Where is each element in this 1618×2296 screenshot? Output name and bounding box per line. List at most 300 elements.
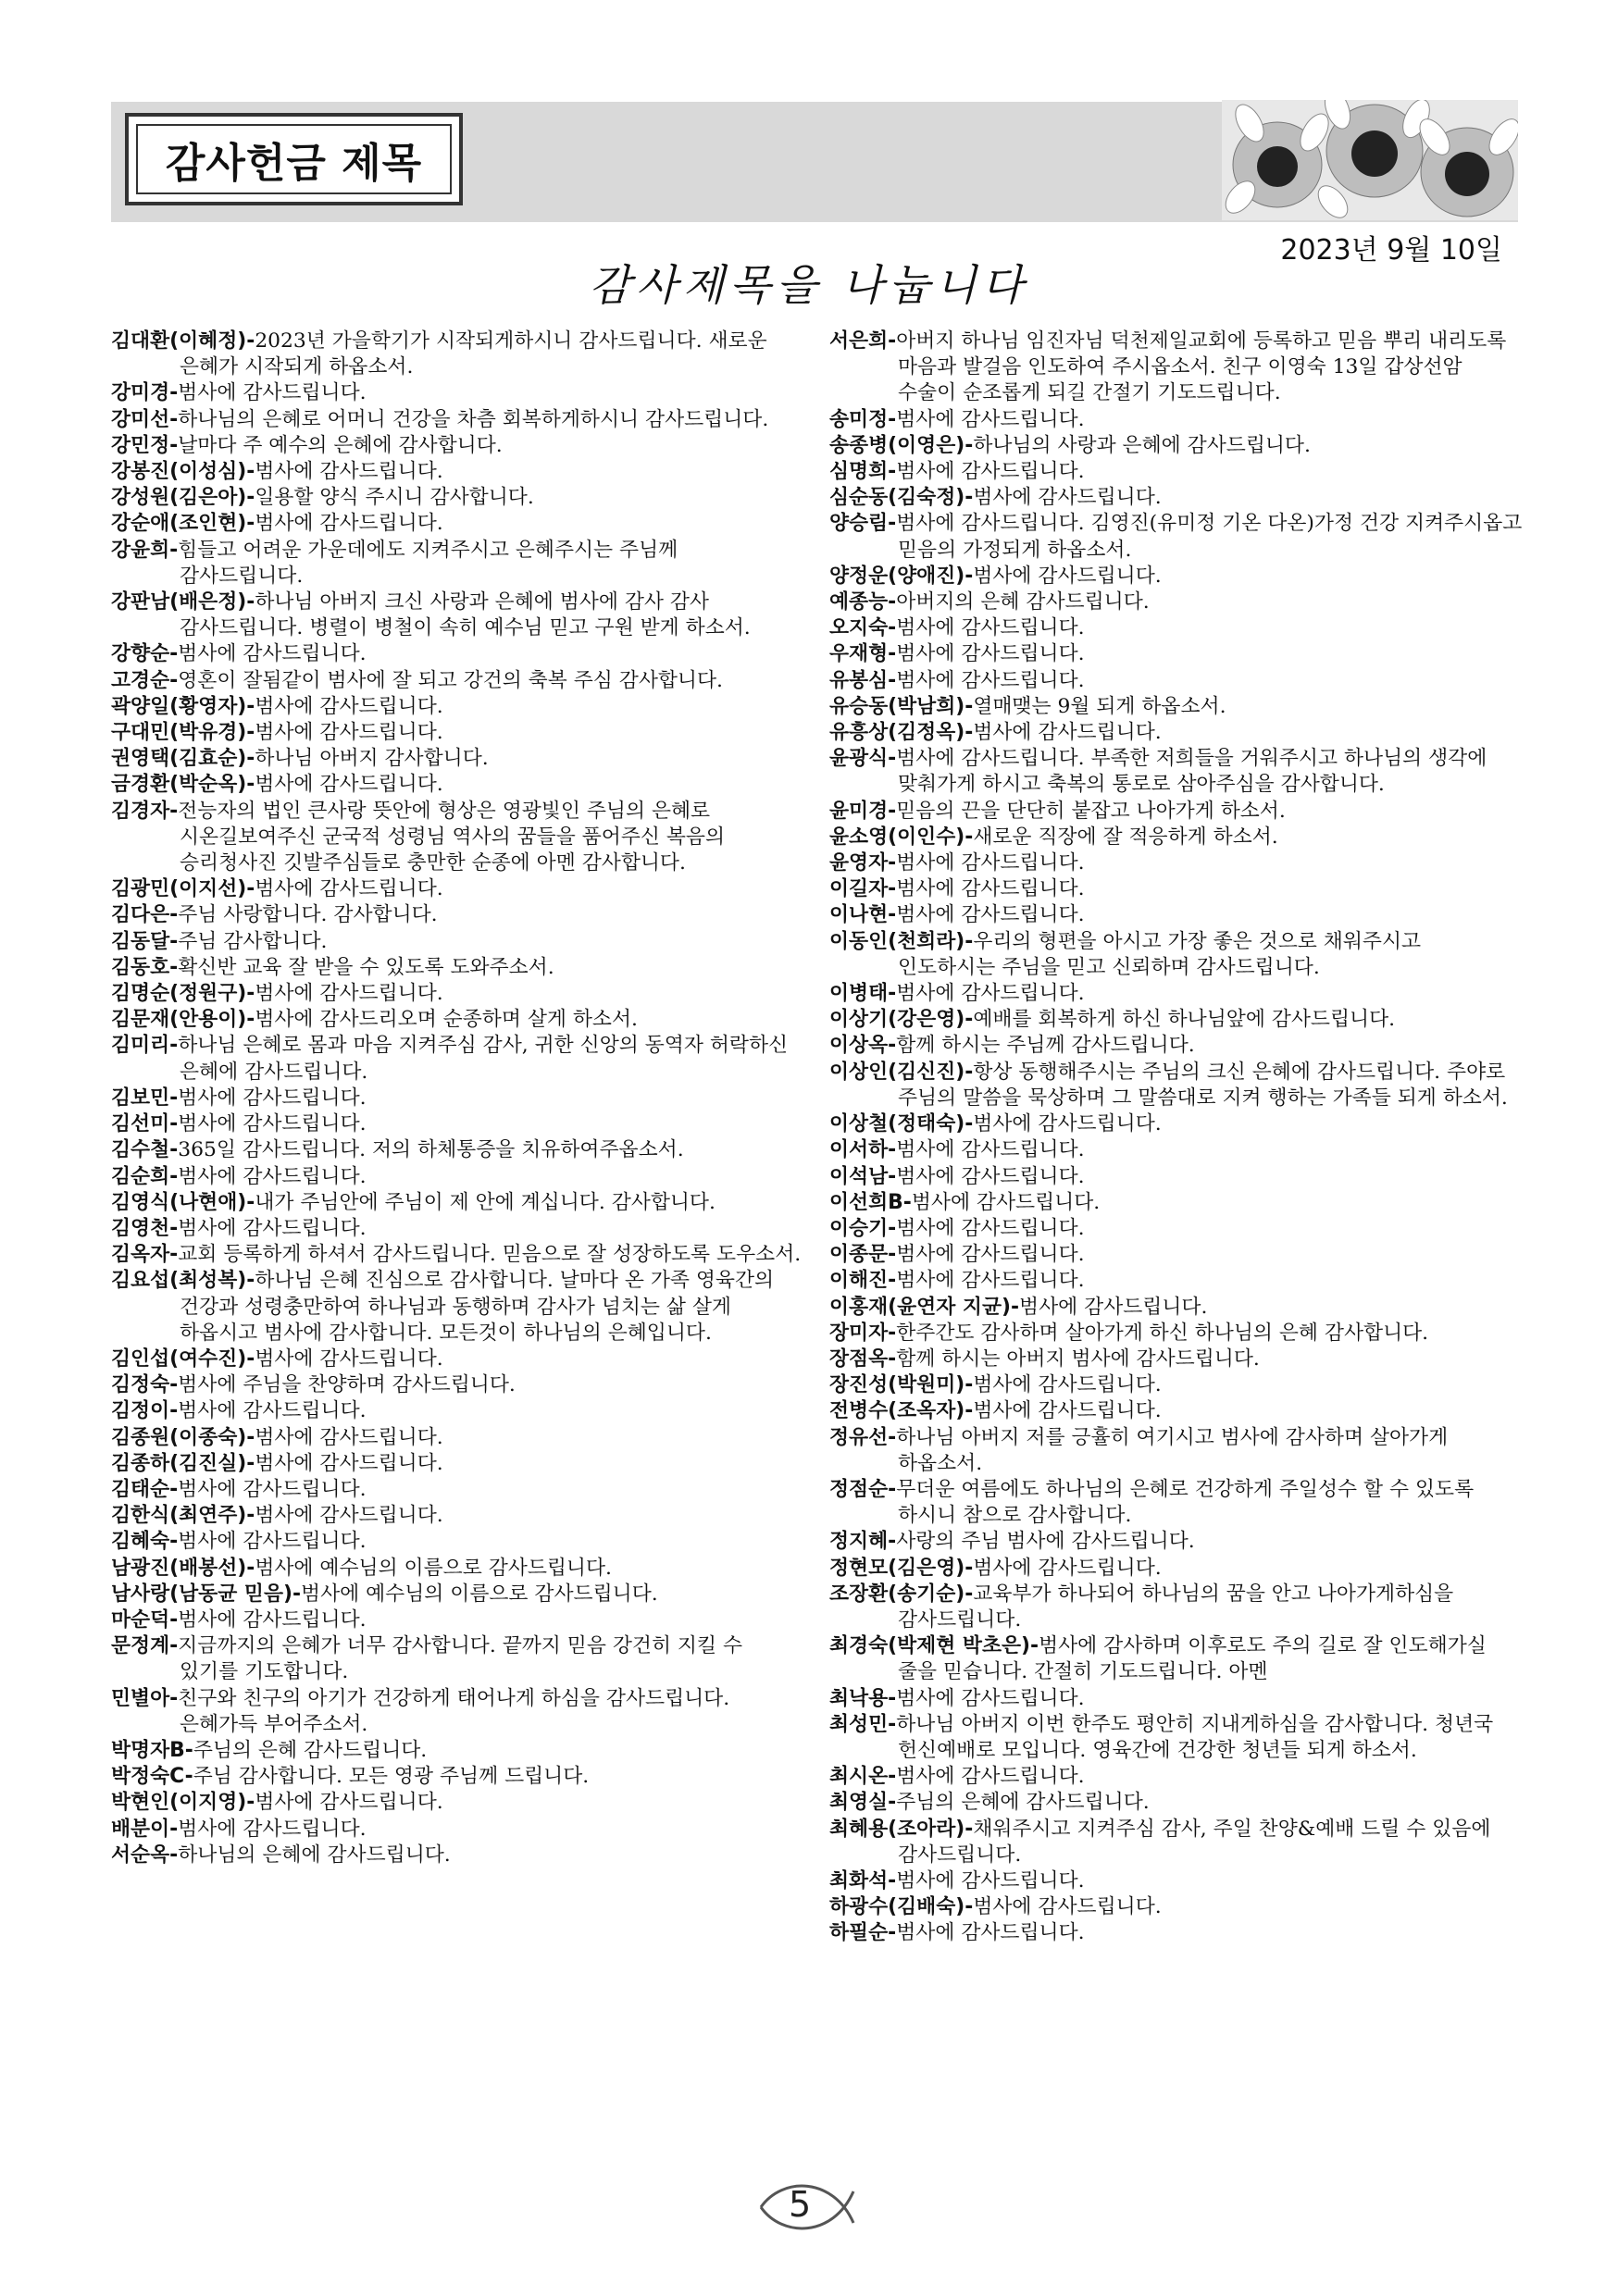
donor-name: 김대환(이혜정)-: [111, 329, 255, 353]
thanks-text: 하나님의 은혜에 감사드립니다.: [178, 1843, 451, 1867]
thanks-text: 범사에 감사드립니다.: [896, 642, 1085, 666]
thanks-entry: [111, 1007, 805, 1033]
donor-name: 고경순-: [111, 668, 179, 692]
donor-name: 금경환(박순옥)-: [111, 773, 255, 797]
thanks-text: 범사에 감사드립니다.: [178, 1817, 367, 1841]
thanks-entry: [829, 694, 1524, 720]
thanks-text: 한주간도 감사하며 살아가게 하신 하나님의 은혜 감사합니다.: [896, 1321, 1429, 1345]
thanks-text: 범사에 감사드립니다.: [255, 1791, 443, 1815]
thanks-text: 함께 하시는 아버지 범사에 감사드립니다.: [896, 1347, 1260, 1371]
thanks-text: 믿음의 끈을 단단히 붙잡고 나아가게 하소서.: [896, 799, 1286, 823]
donor-name: 김인섭(여수진)-: [111, 1347, 255, 1371]
donor-name: 이상인(김신진)-: [829, 1060, 974, 1084]
donor-name: 김순희-: [111, 1164, 179, 1188]
donor-name: 박명자B-: [111, 1738, 193, 1762]
thanks-text: 하나님의 사랑과 은혜에 감사드립니다.: [973, 433, 1311, 457]
donor-name: 최시온-: [829, 1765, 897, 1789]
donor-name: 양승림-: [829, 512, 897, 536]
donor-name: 장점옥-: [829, 1347, 897, 1371]
donor-name: 강향순-: [111, 642, 179, 666]
donor-name: 김경자-: [111, 799, 179, 823]
donor-name: 양정운(양애진)-: [829, 564, 974, 588]
thanks-entry: [829, 615, 1524, 641]
thanks-text: 범사에 감사드립니다.: [255, 1425, 443, 1449]
thanks-text: 범사에 감사드립니다.: [896, 1686, 1085, 1710]
thanks-entry: [829, 1817, 1524, 1868]
donor-name: 정현모(김은영)-: [829, 1556, 974, 1580]
thanks-text: 범사에 주님을 찬양하며 감사드립니다.: [178, 1373, 516, 1397]
thanks-entry: [111, 1582, 805, 1607]
donor-name: 하필순-: [829, 1921, 897, 1945]
thanks-text: 범사에 감사드립니다.: [973, 1399, 1162, 1423]
donor-name: 최화석-: [829, 1868, 897, 1893]
thanks-text: 우리의 형편을 아시고 가장 좋은 것으로 채워주시고 인도하시는 주님을 믿고 신뢰하며 감사드립니다.: [898, 929, 1422, 979]
donor-name: 김문재(안용이)-: [111, 1008, 255, 1032]
donor-name: 유봉심-: [829, 668, 897, 692]
thanks-text: 아버지의 은혜 감사드립니다.: [896, 590, 1150, 614]
thanks-entry: [829, 1894, 1524, 1920]
thanks-text: 범사에 감사드립니다.: [255, 1504, 443, 1528]
donor-name: 최낙용-: [829, 1686, 897, 1710]
donor-name: 김동달-: [111, 929, 179, 953]
thanks-text: 날마다 주 예수의 은혜에 감사합니다.: [178, 433, 503, 457]
thanks-text: 하나님 아버지 이번 한주도 평안히 지내게하심을 감사합니다. 청년국 헌신예배로 모입니다. 영육간에 건강한 청년들 되게 하소서.: [896, 1712, 1494, 1762]
right-column: [829, 329, 1524, 1947]
donor-name: 최혜용(조아라)-: [829, 1817, 974, 1841]
thanks-text: 범사에 감사드립니다. 김영진(유미정 기온 다온)가정 건강 지켜주시옵고 믿음의 가정되게 하옵소서.: [896, 512, 1523, 562]
thanks-entry: [111, 1164, 805, 1190]
donor-name: 마순덕-: [111, 1607, 179, 1632]
thanks-entry: [111, 1190, 805, 1216]
donor-name: 김명순(정원구)-: [111, 982, 255, 1006]
donor-name: 이종문-: [829, 1243, 897, 1267]
donor-name: 유승동(박남희)-: [829, 694, 974, 718]
thanks-entry: [111, 1764, 805, 1790]
thanks-text: 범사에 감사드립니다.: [973, 564, 1162, 588]
donor-name: 하광수(김배숙)-: [829, 1895, 974, 1919]
donor-name: 김종원(이종숙)-: [111, 1425, 255, 1449]
thanks-entry: [111, 407, 805, 433]
thanks-entry: [111, 1268, 805, 1347]
thanks-text: 새로운 직장에 잘 적응하게 하소서.: [973, 825, 1278, 849]
thanks-text: 범사에 감사드립니다.: [973, 1112, 1162, 1136]
donor-name: 김다은-: [111, 903, 179, 927]
donor-name: 강순애(조인현)-: [111, 512, 255, 536]
thanks-entry: [829, 1529, 1524, 1555]
section-heading: 감사제목을 나눕니다: [589, 260, 1029, 310]
thanks-text: 범사에 감사드립니다.: [896, 1921, 1085, 1945]
thanks-entry: [829, 1137, 1524, 1163]
donor-name: 김동호-: [111, 955, 179, 979]
thanks-text: 범사에 감사드립니다.: [178, 1216, 367, 1240]
thanks-entry: [829, 407, 1524, 433]
thanks-text: 교회 등록하게 하셔서 감사드립니다. 믿음으로 잘 성장하도록 도우소서.: [178, 1243, 802, 1267]
donor-name: 서순옥-: [111, 1843, 179, 1867]
donor-name: 이상철(정태숙)-: [829, 1112, 974, 1136]
thanks-entry: [111, 1633, 805, 1685]
thanks-text: 범사에 감사드립니다.: [896, 877, 1085, 901]
thanks-entry: [111, 1607, 805, 1633]
thanks-entry: [111, 694, 805, 720]
thanks-text: 힘들고 어려운 가운데에도 지켜주시고 은혜주시는 주님께 감사드립니다.: [178, 538, 678, 588]
thanks-entry: [829, 1007, 1524, 1033]
thanks-entry: [111, 668, 805, 694]
thanks-text: 범사에 감사드립니다.: [255, 694, 443, 718]
thanks-text: 범사에 감사드립니다.: [896, 1243, 1085, 1267]
thanks-text: 무더운 여름에도 하나님의 은혜로 건강하게 주일성수 할 수 있도록 하시니 참으로 감사합니다.: [896, 1477, 1475, 1528]
page-title: 감사헌금 제목: [136, 124, 452, 194]
donor-name: 이동인(천희라)-: [829, 929, 974, 953]
donor-name: 김미리-: [111, 1034, 179, 1058]
thanks-text: 범사에 감사드립니다.: [896, 1269, 1085, 1293]
thanks-text: 범사에 감사드립니다.: [973, 1895, 1162, 1919]
thanks-entry: [111, 1529, 805, 1555]
thanks-text: 사랑의 주님 범사에 감사드립니다.: [896, 1530, 1195, 1554]
thanks-entry: [829, 459, 1524, 485]
thanks-entry: [111, 720, 805, 746]
donor-name: 정지혜-: [829, 1530, 897, 1554]
thanks-text: 범사에 감사드립니다.: [178, 1164, 367, 1188]
thanks-entry: [111, 485, 805, 511]
donor-name: 최경숙(박제현 박초은)-: [829, 1634, 1039, 1658]
thanks-text: 범사에 예수님의 이름으로 감사드립니다.: [255, 1556, 612, 1580]
thanks-entry: [829, 1111, 1524, 1137]
thanks-entry: [829, 329, 1524, 407]
donor-name: 송미정-: [829, 407, 897, 431]
thanks-entry: [111, 1242, 805, 1268]
thanks-entry: [111, 1033, 805, 1085]
donor-name: 김한식(최연주)-: [111, 1504, 255, 1528]
thanks-entry: [829, 981, 1524, 1007]
thanks-entry: [111, 641, 805, 667]
thanks-entry: [111, 1477, 805, 1503]
thanks-entry: [111, 1137, 805, 1163]
donor-name: 송종병(이영은)-: [829, 433, 974, 457]
donor-name: 강윤희-: [111, 538, 179, 562]
thanks-entry: [111, 329, 805, 380]
thanks-entry: [829, 1790, 1524, 1816]
thanks-text: 범사에 감사드립니다.: [973, 1556, 1162, 1580]
donor-name: 김보민-: [111, 1086, 179, 1110]
donor-name: 장진성(박원미)-: [829, 1373, 974, 1397]
thanks-entry: [111, 1790, 805, 1816]
thanks-text: 영혼이 잘됨같이 범사에 잘 되고 강건의 축복 주심 감사합니다.: [178, 668, 723, 692]
thanks-entry: [111, 433, 805, 459]
left-column: [111, 329, 805, 1868]
thanks-entry: [111, 772, 805, 798]
donor-name: 문정계-: [111, 1634, 179, 1658]
donor-name: 강판남(배은정)-: [111, 590, 255, 614]
donor-name: 남사랑(남동균 믿음)-: [111, 1582, 302, 1606]
donor-name: 이병태-: [829, 982, 897, 1006]
thanks-entry: [829, 1216, 1524, 1242]
thanks-text: 주님의 은혜 감사드립니다.: [193, 1738, 428, 1762]
thanks-text: 범사에 예수님의 이름으로 감사드립니다.: [301, 1582, 658, 1606]
donor-name: 김정숙-: [111, 1373, 179, 1397]
thanks-text: 범사에 감사드립니다.: [255, 512, 443, 536]
donor-name: 예종능-: [829, 590, 897, 614]
donor-name: 장미자-: [829, 1321, 897, 1345]
thanks-entry: [829, 902, 1524, 928]
donor-name: 이홍재(윤연자 지균)-: [829, 1295, 1020, 1319]
thanks-text: 범사에 감사드립니다.: [255, 877, 443, 901]
thanks-entry: [111, 1843, 805, 1868]
thanks-text: 아버지 하나님 임진자님 덕천제일교회에 등록하고 믿음 뿌리 내리도록 마음과 발걸음 인도하여 주시옵소서. 친구 이영숙 13일 갑상선암 수술이 순조롭게 되길 간절기 기도드립니다.: [896, 329, 1507, 405]
thanks-entry: [829, 1321, 1524, 1347]
thanks-entry: [829, 850, 1524, 876]
thanks-text: 채워주시고 지켜주심 감사, 주일 찬양&예배 드릴 수 있음에 감사드립니다.: [898, 1817, 1491, 1867]
thanks-text: 범사에 감사드립니다.: [255, 721, 443, 745]
thanks-text: 범사에 감사드립니다.: [178, 642, 367, 666]
donor-name: 강미경-: [111, 381, 179, 405]
donor-name: 이승기-: [829, 1216, 897, 1240]
donor-name: 이해진-: [829, 1269, 897, 1293]
thanks-entry: [829, 1712, 1524, 1764]
thanks-text: 범사에 감사드립니다.: [896, 616, 1085, 640]
thanks-entry: [111, 1425, 805, 1451]
donor-name: 강성원(김은아)-: [111, 486, 255, 510]
thanks-entry: [111, 1372, 805, 1398]
thanks-text: 함께 하시는 주님께 감사드립니다.: [896, 1034, 1195, 1058]
thanks-entry: [829, 1425, 1524, 1477]
donor-name: 유흥상(김정옥)-: [829, 721, 974, 745]
thanks-text: 범사에 감사드립니다.: [255, 773, 443, 797]
thanks-entry: [111, 1086, 805, 1111]
donor-name: 곽양일(황영자)-: [111, 694, 255, 718]
thanks-text: 범사에 감사드리오며 순종하며 살게 하소서.: [255, 1008, 638, 1032]
thanks-entry: [829, 1868, 1524, 1894]
thanks-entry: [829, 641, 1524, 667]
thanks-text: 범사에 감사드립니다.: [896, 903, 1085, 927]
donor-name: 이상기(강은영)-: [829, 1008, 974, 1032]
donor-name: 김광민(이지선)-: [111, 877, 255, 901]
thanks-text: 주님 감사합니다. 모든 영광 주님께 드립니다.: [193, 1765, 590, 1789]
thanks-entry: [829, 1764, 1524, 1790]
thanks-entry: [829, 929, 1524, 981]
thanks-text: 하나님 아버지 감사합니다.: [255, 747, 489, 771]
thanks-text: 범사에 감사드립니다.: [1019, 1295, 1208, 1319]
thanks-text: 2023년 가을학기가 시작되게하시니 감사드립니다. 새로운 은혜가 시작되게 하옵소서.: [180, 329, 767, 379]
thanks-entry: [829, 1164, 1524, 1190]
donor-name: 구대민(박유경)-: [111, 721, 255, 745]
thanks-text: 하나님의 은혜로 어머니 건강을 차츰 회복하게하시니 감사드립니다.: [178, 407, 769, 431]
thanks-text: 범사에 감사드립니다.: [896, 460, 1085, 484]
thanks-text: 항상 동행해주시는 주님의 크신 은혜에 감사드립니다. 주야로 주님의 말씀을 묵상하며 그 말씀대로 지켜 행하는 가족들 되게 하소서.: [898, 1060, 1508, 1110]
thanks-entry: [829, 1633, 1524, 1685]
donor-name: 최성민-: [829, 1712, 897, 1736]
thanks-entry: [111, 902, 805, 928]
page-number-badge: [750, 2175, 870, 2240]
thanks-entry: [829, 1398, 1524, 1424]
thanks-text: 범사에 감사하며 이후로도 주의 길로 잘 인도해가실 줄을 믿습니다. 간절히 기도드립니다. 아멘: [898, 1634, 1487, 1684]
donor-name: 박현인(이지영)-: [111, 1791, 255, 1815]
page-number: 5: [789, 2184, 812, 2225]
donor-name: 강봉진(이성심)-: [111, 460, 255, 484]
thanks-text: 내가 주님안에 주님이 제 안에 계십니다. 감사합니다.: [255, 1190, 716, 1214]
donor-name: 이나현-: [829, 903, 897, 927]
thanks-text: 범사에 감사드립니다.: [178, 1112, 367, 1136]
thanks-text: 범사에 감사드립니다.: [973, 486, 1162, 510]
thanks-entry: [829, 746, 1524, 798]
thanks-text: 범사에 감사드립니다.: [896, 1216, 1085, 1240]
thanks-text: 범사에 감사드립니다.: [896, 1868, 1085, 1893]
donor-name: 김혜숙-: [111, 1530, 179, 1554]
thanks-entry: [111, 590, 805, 641]
thanks-text: 범사에 감사드립니다.: [896, 982, 1085, 1006]
thanks-entry: [111, 981, 805, 1007]
thanks-entry: [829, 799, 1524, 825]
donor-name: 김태순-: [111, 1477, 179, 1501]
donor-name: 권영택(김효순)-: [111, 747, 255, 771]
donor-name: 조장환(송기순)-: [829, 1582, 974, 1606]
thanks-text: 범사에 감사드립니다.: [911, 1190, 1101, 1214]
thanks-entry: [111, 1503, 805, 1529]
thanks-entry: [111, 1111, 805, 1137]
thanks-text: 범사에 감사드립니다.: [178, 1399, 367, 1423]
donor-name: 오지숙-: [829, 616, 897, 640]
thanks-entry: [829, 1347, 1524, 1372]
thanks-entry: [111, 746, 805, 772]
thanks-entry: [829, 1242, 1524, 1268]
thanks-text: 예배를 회복하게 하신 하나님앞에 감사드립니다.: [973, 1008, 1396, 1032]
thanks-entry: [111, 1451, 805, 1477]
thanks-entry: [829, 1033, 1524, 1059]
thanks-entry: [829, 433, 1524, 459]
donor-name: 서은희-: [829, 329, 897, 353]
thanks-entry: [111, 511, 805, 537]
thanks-text: 범사에 감사드립니다.: [896, 1138, 1085, 1162]
thanks-text: 범사에 감사드립니다.: [896, 1765, 1085, 1789]
thanks-text: 하나님 아버지 저를 긍휼히 여기시고 범사에 감사하며 살아가게 하옵소서.: [896, 1425, 1449, 1475]
thanks-text: 범사에 감사드립니다.: [896, 851, 1085, 875]
donor-name: 이상옥-: [829, 1034, 897, 1058]
thanks-entry: [829, 564, 1524, 590]
thanks-text: 범사에 감사드립니다.: [896, 1164, 1085, 1188]
thanks-entry: [111, 1216, 805, 1242]
thanks-text: 하나님 은혜 진심으로 감사합니다. 날마다 온 가족 영육간의 건강과 성령충만하여 하나님과 동행하며 감사가 넘치는 삶 살게 하옵시고 범사에 감사합니다. 모든것이 하나님의 은혜입니다.: [180, 1269, 775, 1345]
thanks-entry: [829, 1060, 1524, 1111]
thanks-entry: [111, 955, 805, 981]
donor-name: 김정이-: [111, 1399, 179, 1423]
donor-name: 박정숙C-: [111, 1765, 193, 1789]
thanks-text: 확신반 교육 잘 받을 수 있도록 도와주소서.: [178, 955, 554, 979]
thanks-entry: [111, 1556, 805, 1582]
thanks-entry: [111, 1347, 805, 1372]
donor-name: 전병수(조옥자)-: [829, 1399, 974, 1423]
thanks-text: 열매맺는 9월 되게 하옵소서.: [973, 694, 1226, 718]
donor-name: 윤광식-: [829, 747, 897, 771]
thanks-entry: [829, 1582, 1524, 1633]
thanks-entry: [111, 929, 805, 955]
donor-name: 김요섭(최성복)-: [111, 1269, 255, 1293]
thanks-text: 교육부가 하나되어 하나님의 꿈을 안고 나아가게하심을 감사드립니다.: [898, 1582, 1454, 1632]
thanks-text: 범사에 감사드립니다.: [896, 407, 1085, 431]
donor-name: 윤영자-: [829, 851, 897, 875]
thanks-entry: [829, 1686, 1524, 1712]
thanks-text: 범사에 감사드립니다.: [896, 668, 1085, 692]
thanks-entry: [829, 1295, 1524, 1321]
thanks-entry: [111, 538, 805, 590]
donor-name: 이석남-: [829, 1164, 897, 1188]
thanks-entry: [111, 459, 805, 485]
donor-name: 민별아-: [111, 1686, 179, 1710]
thanks-entry: [111, 1817, 805, 1843]
donor-name: 우재형-: [829, 642, 897, 666]
thanks-text: 범사에 감사드립니다.: [178, 1086, 367, 1110]
thanks-text: 하나님 은혜로 몸과 마음 지켜주심 감사, 귀한 신앙의 동역자 허락하신 은혜에 감사드립니다.: [178, 1034, 789, 1084]
thanks-entry: [829, 720, 1524, 746]
thanks-entry: [829, 1477, 1524, 1529]
thanks-entry: [829, 485, 1524, 511]
donor-name: 심순동(김숙정)-: [829, 486, 974, 510]
thanks-text: 365일 감사드립니다. 저의 하체통증을 치유하여주옵소서.: [178, 1138, 684, 1162]
thanks-text: 범사에 감사드립니다.: [973, 721, 1162, 745]
thanks-entry: [829, 511, 1524, 563]
thanks-entry: [829, 668, 1524, 694]
thanks-entry: [111, 876, 805, 902]
donor-name: 김옥자-: [111, 1243, 179, 1267]
donor-name: 심명희-: [829, 460, 897, 484]
date-label: 2023년 9월 10일: [1280, 234, 1502, 267]
donor-name: 정유선-: [829, 1425, 897, 1449]
thanks-entry: [829, 590, 1524, 615]
donor-name: 정점순-: [829, 1477, 897, 1501]
thanks-entry: [829, 1920, 1524, 1946]
donor-name: 김종하(김진실)-: [111, 1451, 255, 1475]
thanks-entry: [829, 1190, 1524, 1216]
thanks-text: 범사에 감사드립니다.: [178, 1607, 367, 1632]
thanks-text: 일용할 양식 주시니 감사합니다.: [255, 486, 534, 510]
donor-name: 강민정-: [111, 433, 179, 457]
thanks-text: 주님 감사합니다.: [178, 929, 328, 953]
donor-name: 배분이-: [111, 1817, 179, 1841]
thanks-text: 범사에 감사드립니다.: [255, 1451, 443, 1475]
thanks-text: 범사에 감사드립니다.: [178, 381, 367, 405]
donor-name: 김선미-: [111, 1112, 179, 1136]
donor-name: 이선희B-: [829, 1190, 912, 1214]
thanks-entry: [111, 380, 805, 406]
thanks-text: 범사에 감사드립니다.: [255, 982, 443, 1006]
donor-name: 김영식(나현애)-: [111, 1190, 255, 1214]
thanks-text: 범사에 감사드립니다.: [973, 1373, 1162, 1397]
thanks-entry: [111, 799, 805, 877]
donor-name: 강미선-: [111, 407, 179, 431]
thanks-entry: [829, 1372, 1524, 1398]
donor-name: 김수철-: [111, 1138, 179, 1162]
thanks-text: 주님의 은혜에 감사드립니다.: [896, 1791, 1150, 1815]
donor-name: 남광진(배봉선)-: [111, 1556, 255, 1580]
sunflower-bouquet-icon: [1222, 100, 1518, 220]
thanks-entry: [111, 1738, 805, 1764]
thanks-text: 범사에 감사드립니다.: [178, 1477, 367, 1501]
thanks-entry: [829, 1556, 1524, 1582]
thanks-entry: [829, 1268, 1524, 1294]
thanks-text: 전능자의 법인 큰사랑 뜻안에 형상은 영광빛인 주님의 은혜로 시온길보여주신 군국적 성령님 역사의 꿈들을 품어주신 복음의 승리청사진 깃발주심들로 충만한 순종에 아멘 감사합니다.: [178, 799, 726, 875]
thanks-text: 범사에 감사드립니다.: [255, 1347, 443, 1371]
thanks-entry: [111, 1398, 805, 1424]
thanks-text: 하나님 아버지 크신 사랑과 은혜에 범사에 감사 감사 감사드립니다. 병렬이 병철이 속히 예수님 믿고 구원 받게 하소서.: [180, 590, 751, 640]
thanks-entry: [111, 1686, 805, 1738]
thanks-text: 지금까지의 은혜가 너무 감사합니다. 끝까지 믿음 강건히 지킬 수 있기를 기도합니다.: [178, 1634, 743, 1684]
thanks-text: 범사에 감사드립니다. 부족한 저희들을 거워주시고 하나님의 생각에 맞춰가게 하시고 축복의 통로로 삼아주심을 감사합니다.: [896, 747, 1487, 797]
title-box: [125, 113, 463, 205]
donor-name: 최영실-: [829, 1791, 897, 1815]
donor-name: 김영천-: [111, 1216, 179, 1240]
thanks-entry: [829, 825, 1524, 850]
donor-name: 윤소영(이인수)-: [829, 825, 974, 849]
donor-name: 윤미경-: [829, 799, 897, 823]
thanks-text: 주님 사랑합니다. 감사합니다.: [178, 903, 438, 927]
